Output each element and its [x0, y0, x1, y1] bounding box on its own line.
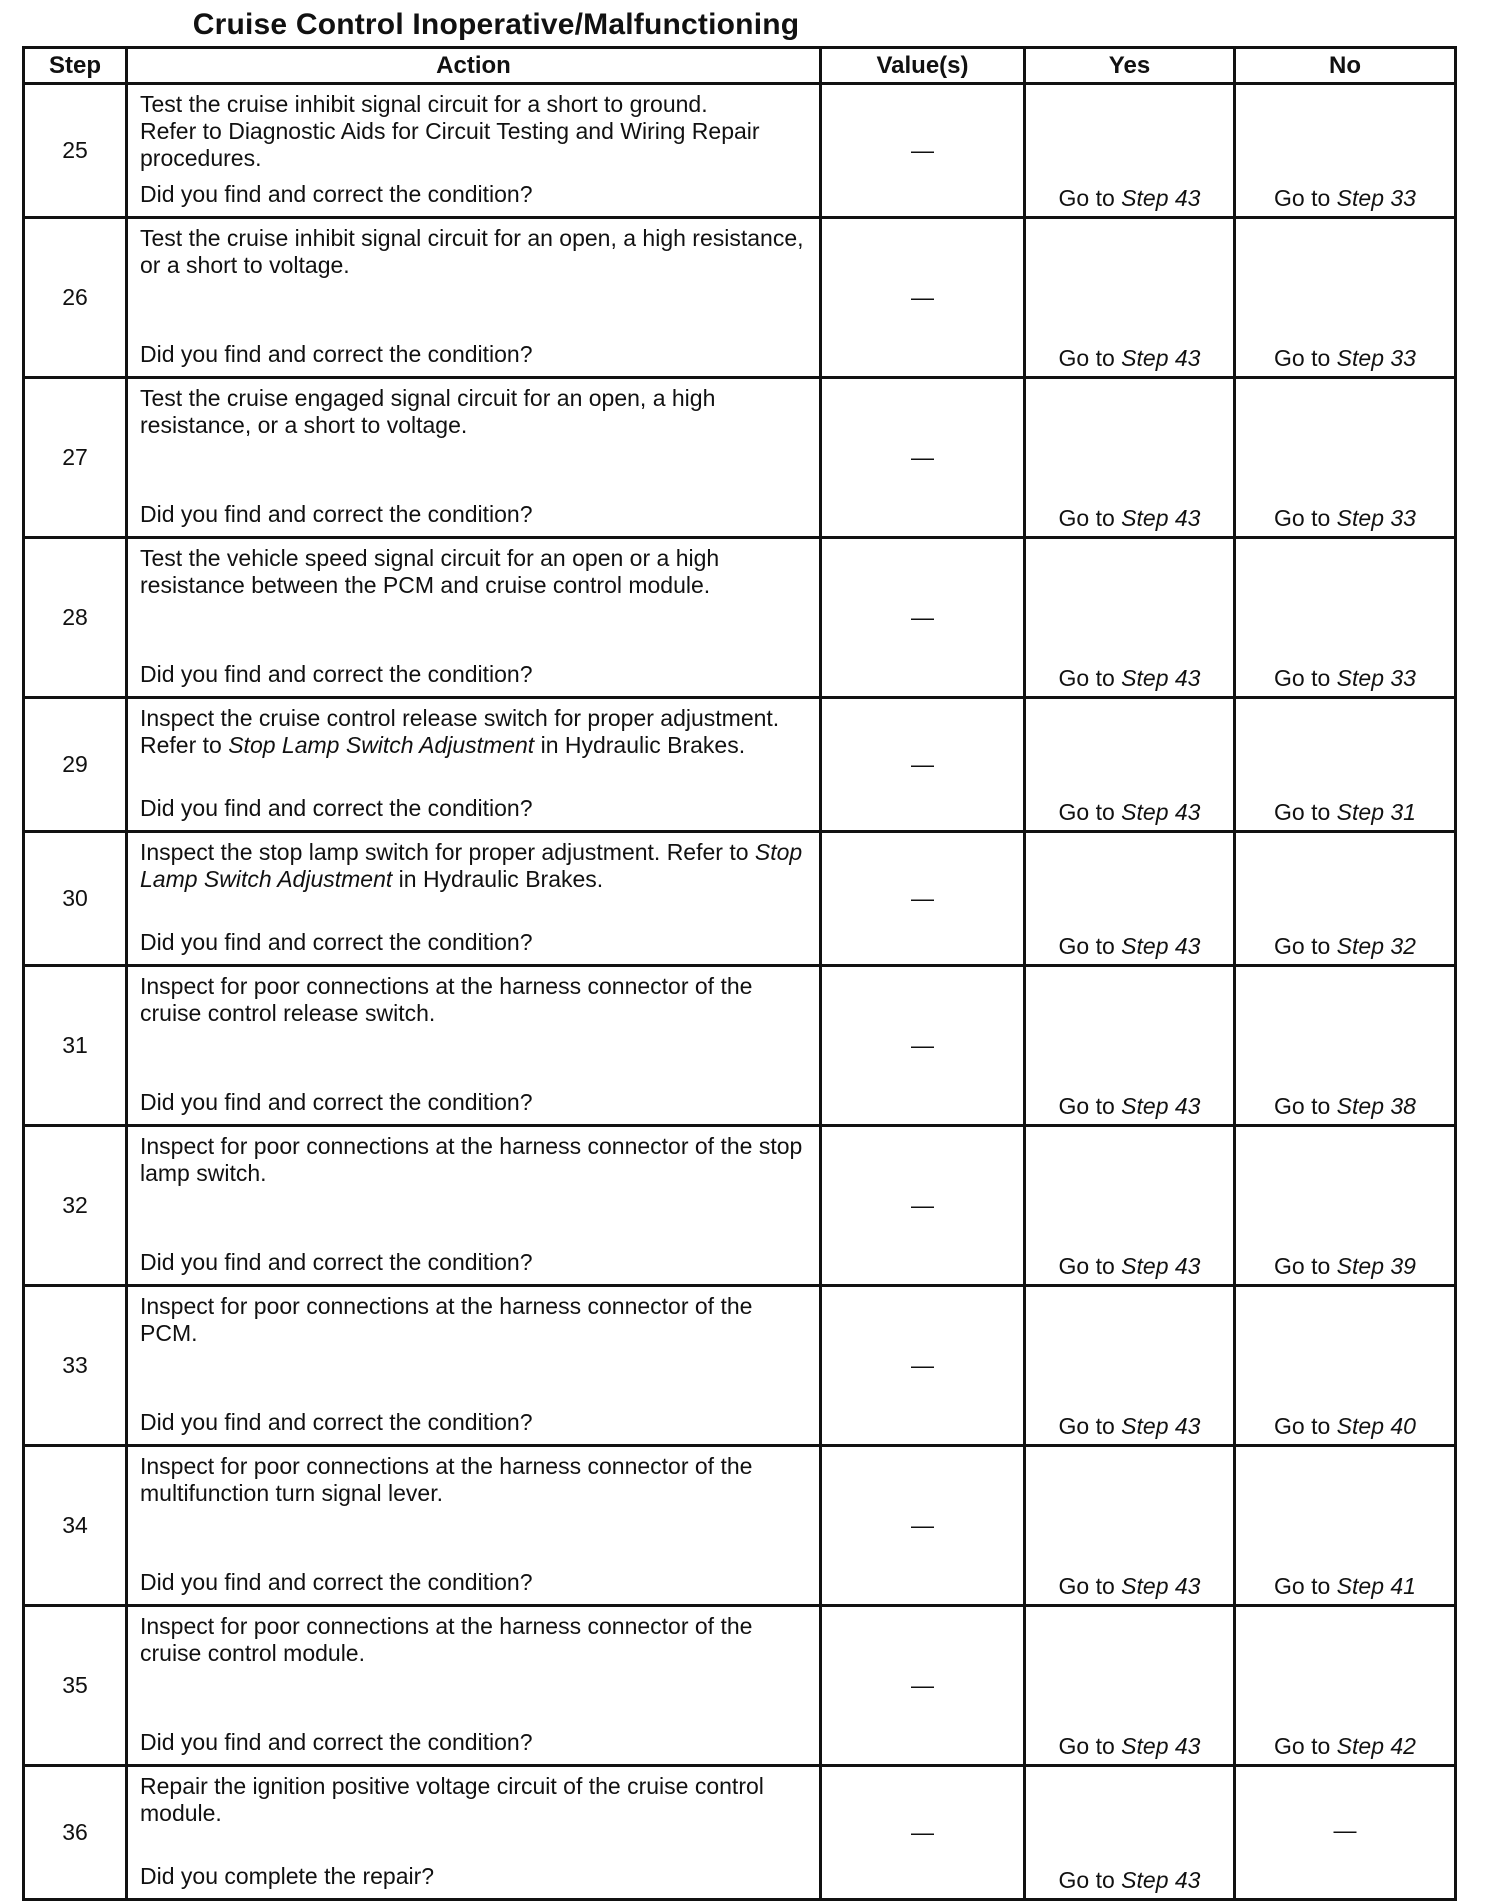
- go-to-prefix: Go to: [1274, 1413, 1331, 1439]
- step-number: 28: [24, 538, 127, 698]
- yes-cell: [1025, 1286, 1235, 1446]
- header-step: Step: [24, 48, 127, 84]
- table-row: [24, 966, 1456, 1126]
- no-dash: —: [1333, 1817, 1357, 1843]
- yes-cell: [1025, 1446, 1235, 1606]
- go-to-prefix: Go to: [1058, 1733, 1115, 1759]
- go-to-prefix: Go to: [1274, 933, 1331, 959]
- no-cell: [1235, 378, 1456, 538]
- go-to-yes-link[interactable]: [1059, 1867, 1201, 1893]
- table-header-row: [24, 48, 1456, 84]
- no-cell: [1235, 1286, 1456, 1446]
- go-to-prefix: Go to: [1274, 1093, 1331, 1119]
- step-number: 33: [24, 1286, 127, 1446]
- value-cell: [821, 1766, 1025, 1900]
- action-cell: [127, 832, 821, 966]
- yes-cell: [1025, 1606, 1235, 1766]
- yes-cell: [1025, 1766, 1235, 1900]
- action-text: [140, 705, 809, 759]
- go-to-yes-link[interactable]: [1059, 933, 1201, 959]
- value-dash: —: [911, 1672, 934, 1698]
- value-dash: —: [911, 284, 934, 310]
- action-cell: [127, 1606, 821, 1766]
- value-cell: [821, 1286, 1025, 1446]
- target-step: Step 43: [1121, 185, 1201, 211]
- action-text: Inspect for poor connections at the harness connector of the cruise control module.: [140, 1613, 753, 1666]
- value-dash: —: [911, 885, 934, 911]
- go-to-no-link[interactable]: [1274, 1573, 1416, 1599]
- go-to-no-link[interactable]: [1274, 1413, 1416, 1439]
- value-dash: —: [911, 1192, 934, 1218]
- no-cell: [1235, 966, 1456, 1126]
- action-cell: [127, 1446, 821, 1606]
- action-text: Inspect for poor connections at the harness connector of the multifunction turn signal lever.: [140, 1453, 753, 1506]
- table-row: [24, 832, 1456, 966]
- go-to-prefix: Go to: [1058, 933, 1115, 959]
- action-cell: [127, 1286, 821, 1446]
- value-cell: [821, 1126, 1025, 1286]
- action-cell: [127, 966, 821, 1126]
- target-step: Step 39: [1336, 1253, 1416, 1279]
- target-step: Step 33: [1336, 665, 1416, 691]
- action-text-part: in Hydraulic Brakes.: [392, 866, 604, 892]
- target-step: Step 41: [1336, 1573, 1416, 1599]
- go-to-yes-link[interactable]: [1059, 185, 1201, 211]
- go-to-no-link[interactable]: [1274, 799, 1416, 825]
- target-step: Step 38: [1336, 1093, 1416, 1119]
- go-to-no-link[interactable]: [1274, 1253, 1416, 1279]
- target-step: Step 43: [1121, 345, 1201, 371]
- header-no: No: [1235, 48, 1456, 84]
- yes-cell: [1025, 84, 1235, 218]
- action-question: Did you find and correct the condition?: [140, 1409, 533, 1435]
- action-text: Repair the ignition positive voltage circuit of the cruise control module.: [140, 1773, 764, 1826]
- action-question: Did you find and correct the condition?: [140, 929, 533, 955]
- action-text: Test the cruise engaged signal circuit for an open, a high resistance, or a short to voltage.: [140, 385, 716, 438]
- action-cell: [127, 218, 821, 378]
- no-cell: [1235, 1126, 1456, 1286]
- value-cell: [821, 538, 1025, 698]
- go-to-prefix: Go to: [1058, 1573, 1115, 1599]
- value-dash: —: [911, 751, 934, 777]
- action-question: Did you find and correct the condition?: [140, 661, 533, 687]
- step-number: 36: [24, 1766, 127, 1900]
- action-cell: [127, 378, 821, 538]
- procedure-reference: Stop Lamp Switch Adjustment: [140, 839, 803, 892]
- action-question: Did you find and correct the condition?: [140, 1089, 533, 1115]
- value-dash: —: [911, 1819, 934, 1845]
- action-text: Inspect for poor connections at the harness connector of the stop lamp switch.: [140, 1133, 803, 1186]
- value-dash: —: [911, 604, 934, 630]
- value-dash: —: [911, 1352, 934, 1378]
- go-to-prefix: Go to: [1058, 345, 1115, 371]
- action-text: Inspect for poor connections at the harness connector of the cruise control release switch.: [140, 973, 753, 1026]
- table-row: [24, 1286, 1456, 1446]
- go-to-prefix: Go to: [1058, 1253, 1115, 1279]
- go-to-no-link[interactable]: [1274, 933, 1416, 959]
- step-number: 26: [24, 218, 127, 378]
- go-to-no-link[interactable]: [1274, 1093, 1416, 1119]
- yes-cell: [1025, 378, 1235, 538]
- target-step: Step 43: [1121, 933, 1201, 959]
- go-to-no-link[interactable]: [1274, 665, 1416, 691]
- action-text: Test the cruise inhibit signal circuit for an open, a high resistance, or a short to voltage.: [140, 225, 804, 278]
- target-step: Step 33: [1336, 185, 1416, 211]
- action-cell: [127, 1766, 821, 1900]
- go-to-yes-link[interactable]: [1059, 1413, 1201, 1439]
- yes-cell: [1025, 698, 1235, 832]
- go-to-yes-link[interactable]: [1059, 1093, 1201, 1119]
- action-text: Inspect for poor connections at the harness connector of the PCM.: [140, 1293, 753, 1346]
- step-number: 25: [24, 84, 127, 218]
- action-question: Did you find and correct the condition?: [140, 1729, 533, 1755]
- go-to-prefix: Go to: [1058, 505, 1115, 531]
- value-dash: —: [911, 137, 934, 163]
- go-to-prefix: Go to: [1058, 1093, 1115, 1119]
- target-step: Step 43: [1121, 505, 1201, 531]
- go-to-prefix: Go to: [1274, 665, 1331, 691]
- target-step: Step 32: [1336, 933, 1416, 959]
- go-to-prefix: Go to: [1274, 185, 1331, 211]
- step-number: 34: [24, 1446, 127, 1606]
- step-number: 32: [24, 1126, 127, 1286]
- step-number: 31: [24, 966, 127, 1126]
- yes-cell: [1025, 538, 1235, 698]
- target-step: Step 33: [1336, 345, 1416, 371]
- action-question: Did you find and correct the condition?: [140, 181, 533, 207]
- value-dash: —: [911, 1032, 934, 1058]
- step-number: 35: [24, 1606, 127, 1766]
- go-to-prefix: Go to: [1058, 665, 1115, 691]
- action-text-part: Inspect the stop lamp switch for proper adjustment. Refer to: [140, 839, 755, 865]
- action-question: Did you find and correct the condition?: [140, 341, 533, 367]
- go-to-prefix: Go to: [1274, 505, 1331, 531]
- table-row: [24, 218, 1456, 378]
- action-question: Did you find and correct the condition?: [140, 795, 533, 821]
- step-number: 30: [24, 832, 127, 966]
- action-cell: [127, 84, 821, 218]
- step-number: 29: [24, 698, 127, 832]
- target-step: Step 43: [1121, 799, 1201, 825]
- no-cell: [1235, 698, 1456, 832]
- target-step: Step 43: [1121, 1253, 1201, 1279]
- page-title: Cruise Control Inoperative/Malfunctioning: [192, 8, 800, 41]
- go-to-yes-link[interactable]: [1059, 1253, 1201, 1279]
- target-step: Step 43: [1121, 1573, 1201, 1599]
- value-cell: [821, 378, 1025, 538]
- go-to-prefix: Go to: [1274, 799, 1331, 825]
- table-body: [24, 84, 1456, 1900]
- go-to-yes-link[interactable]: [1059, 1733, 1201, 1759]
- table-row: [24, 1766, 1456, 1900]
- table-row: [24, 698, 1456, 832]
- go-to-yes-link[interactable]: [1059, 505, 1201, 531]
- go-to-prefix: Go to: [1274, 345, 1331, 371]
- go-to-no-link[interactable]: [1274, 185, 1416, 211]
- go-to-prefix: Go to: [1274, 1253, 1331, 1279]
- action-question: Did you find and correct the condition?: [140, 1249, 533, 1275]
- value-cell: [821, 698, 1025, 832]
- go-to-prefix: Go to: [1058, 1413, 1115, 1439]
- value-cell: [821, 832, 1025, 966]
- header-action: Action: [127, 48, 821, 84]
- target-step: Step 43: [1121, 1867, 1201, 1893]
- table-row: [24, 84, 1456, 218]
- target-step: Step 42: [1336, 1733, 1416, 1759]
- value-cell: [821, 1446, 1025, 1606]
- target-step: Step 33: [1336, 505, 1416, 531]
- yes-cell: [1025, 832, 1235, 966]
- no-cell: [1235, 218, 1456, 378]
- go-to-no-link[interactable]: [1274, 345, 1416, 371]
- value-dash: —: [911, 1512, 934, 1538]
- action-question: Did you find and correct the condition?: [140, 501, 533, 527]
- value-cell: [821, 218, 1025, 378]
- header-yes: Yes: [1025, 48, 1235, 84]
- header-values: Value(s): [821, 48, 1025, 84]
- no-cell: [1235, 538, 1456, 698]
- yes-cell: [1025, 1126, 1235, 1286]
- go-to-prefix: Go to: [1058, 185, 1115, 211]
- no-cell: [1235, 1766, 1456, 1900]
- go-to-yes-link[interactable]: [1059, 799, 1201, 825]
- no-cell: [1235, 84, 1456, 218]
- value-cell: [821, 1606, 1025, 1766]
- diagnostic-table: [22, 46, 1457, 1901]
- action-text: Test the vehicle speed signal circuit for an open or a high resistance between the PCM and cruise control module.: [140, 545, 720, 598]
- no-cell: [1235, 1446, 1456, 1606]
- go-to-prefix: Go to: [1274, 1573, 1331, 1599]
- value-dash: —: [911, 444, 934, 470]
- go-to-prefix: Go to: [1058, 1867, 1115, 1893]
- go-to-yes-link[interactable]: [1059, 345, 1201, 371]
- no-cell: [1235, 832, 1456, 966]
- go-to-no-link[interactable]: [1274, 505, 1416, 531]
- target-step: Step 43: [1121, 1733, 1201, 1759]
- table-row: [24, 1446, 1456, 1606]
- yes-cell: [1025, 966, 1235, 1126]
- target-step: Step 31: [1336, 799, 1416, 825]
- target-step: Step 43: [1121, 665, 1201, 691]
- procedure-reference: Stop Lamp Switch Adjustment: [228, 732, 535, 758]
- target-step: Step 43: [1121, 1093, 1201, 1119]
- go-to-prefix: Go to: [1058, 799, 1115, 825]
- no-cell: [1235, 1606, 1456, 1766]
- go-to-yes-link[interactable]: [1059, 665, 1201, 691]
- action-text: Test the cruise inhibit signal circuit for a short to ground. Refer to Diagnostic Aids for Circuit Testing and Wiring Repair procedures.: [140, 91, 760, 171]
- table-row: [24, 538, 1456, 698]
- value-cell: [821, 966, 1025, 1126]
- action-text-part: Inspect the cruise control release switch for proper adjustment. Refer to: [140, 705, 780, 758]
- table-row: [24, 1606, 1456, 1766]
- table-row: [24, 1126, 1456, 1286]
- target-step: Step 43: [1121, 1413, 1201, 1439]
- table-row: [24, 378, 1456, 538]
- action-text-part: in Hydraulic Brakes.: [534, 732, 746, 758]
- action-cell: [127, 538, 821, 698]
- yes-cell: [1025, 218, 1235, 378]
- go-to-yes-link[interactable]: [1059, 1573, 1201, 1599]
- go-to-no-link[interactable]: [1274, 1733, 1416, 1759]
- go-to-prefix: Go to: [1274, 1733, 1331, 1759]
- target-step: Step 40: [1336, 1413, 1416, 1439]
- step-number: 27: [24, 378, 127, 538]
- action-question: Did you complete the repair?: [140, 1863, 435, 1889]
- action-cell: [127, 1126, 821, 1286]
- action-cell: [127, 698, 821, 832]
- action-question: Did you find and correct the condition?: [140, 1569, 533, 1595]
- value-cell: [821, 84, 1025, 218]
- action-text: [140, 839, 809, 893]
